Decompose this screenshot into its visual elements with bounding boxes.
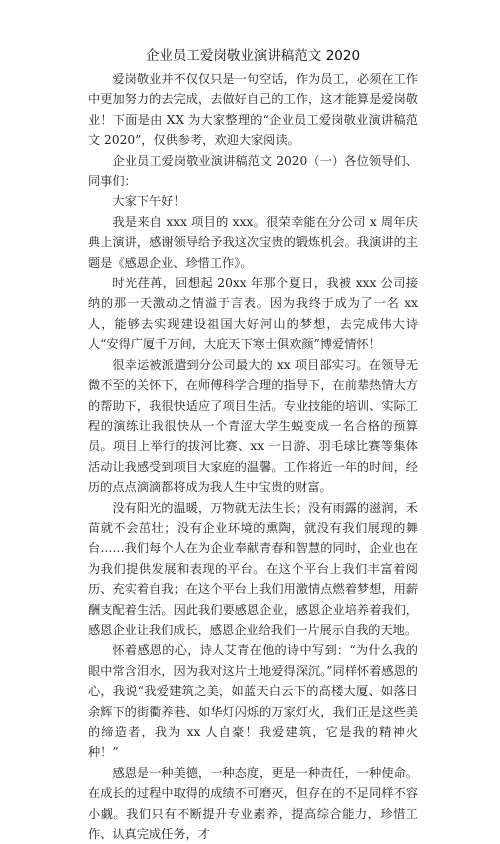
greeting-paragraph: 大家下午好！ [112,194,186,209]
body-paragraph: 没有阳光的温暖，万物就无法生长；没有雨露的滋润，禾苗就不会茁壮；没有企业环境的熏陶，就没有我们展现的舞台……我们每个人在为企业奉献青春和智慧的同时，企业也在为我们提供发展和表现的平台。在这个平台上我们丰富着阅历、充实着自我；在这个平台上我们用激情点燃着梦想，用薪酬支配着生活。因此我们要感恩企业，感恩企业培养着我们，感恩企业让我们成长，感恩企业给我们一片展示自我的天地。 [88,500,418,637]
intro-paragraph: 爱岗敬业并不仅仅只是一句空话，作为员工，必须在工作中更加努力的去完成，去做好自己的工作，这才能算是爱岗敬业！下面是由 XX 为大家整理的“企业员工爱岗敬业演讲稿范文 2020”，仅供参考，欢迎大家阅读。 [88,72,418,148]
document-title: 企业员工爱岗敬业演讲稿范文 2020 [145,48,361,64]
body-paragraph: 感恩是一种美德，一种态度，更是一种责任，一种使命。在成长的过程中取得的成绩不可磨灭，但存在的不足同样不容小觑。我们只有不断提升专业素养，提高综合能力，珍惜工作、认真完成任务，才 [88,765,418,842]
body-paragraph: 我是来自 xxx 项目的 xxx。很荣幸能在分公司 x 周年庆典上演讲，感谢领导给予我这次宝贵的锻炼机会。我演讲的主题是《感恩企业、珍惜工作》。 [88,214,418,270]
speech-heading-paragraph: 企业员工爱岗敬业演讲稿范文 2020（一）各位领导们、同事们： [88,153,418,189]
body-paragraph: 很幸运被派遣到分公司最大的 xx 项目部实习。在领导无微不至的关怀下，在师傅科学合理的指导下，在前辈热情大方的帮助下，我很快适应了项目生活。专业技能的培训、实际工程的演练让我很快从一个青涩大学生蜕变成一名合格的预算员。项目上举行的拔河比赛、xx 一日游、羽毛球比赛等集体活动让我感受到项目大家庭的温馨。工作将近一年的时间，经历的点点滴滴都将成为我人生中宝贵的财富。 [88,357,418,495]
body-paragraph: 怀着感恩的心，诗人艾青在他的诗中写到：“为什么我的眼中常含泪水，因为我对这片土地爱得深沉。”同样怀着感恩的心，我说“我爱建筑之美，如蓝天白云下的高楼大厦、如落日余辉下的街衢养巷、如华灯闪烁的万家灯火，我们正是这些美的缔造者，我为 xx 人自豪！我爱建筑，它是我的精神火种！” [88,643,418,760]
document-body [88,46,418,844]
body-paragraph: 时光荏苒，回想起 20xx 年那个夏日，我被 xxx 公司接纳的那一天激动之情溢于言表。因为我终于成为了一名 xx 人，能够去实现建设祖国大好河山的梦想，去完成伟大诗人“安得广厦千万间，大庇天下寒士俱欢颜”博爱情怀！ [88,276,418,352]
